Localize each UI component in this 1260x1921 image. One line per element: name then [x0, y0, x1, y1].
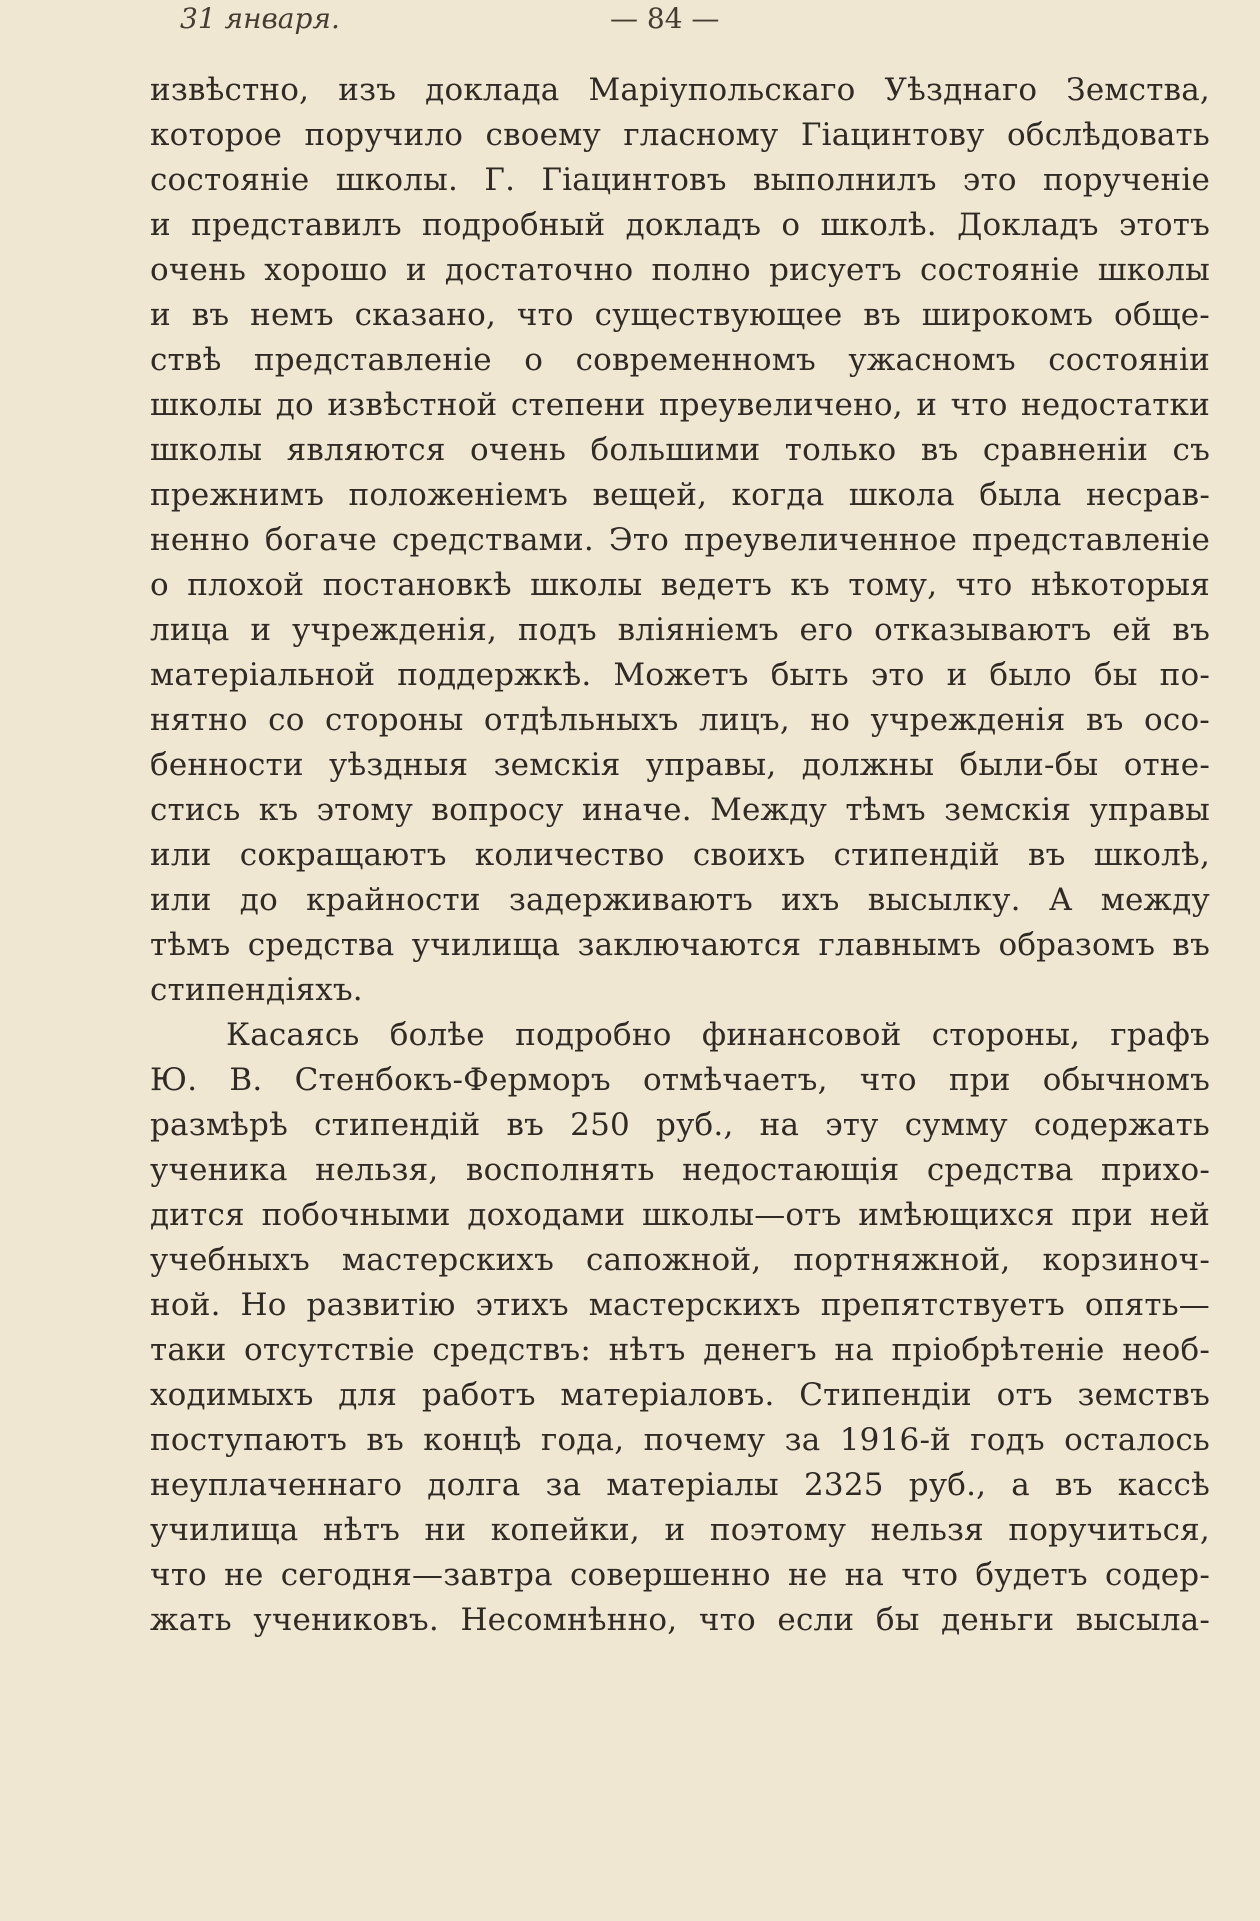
text-line: Ю. В. Стенбокъ-Ферморъ отмѣчаетъ, что при обычномъ [150, 1062, 1210, 1098]
text-line: училища нѣтъ ни копейки, и поэтому нельзя поручиться, [150, 1512, 1210, 1548]
text-line: школы являются очень большими только въ сравненіи съ [150, 432, 1210, 468]
text-line: которое поручило своему гласному Гіацинтову обслѣдовать [150, 117, 1210, 153]
text-line: и представилъ подробный докладъ о школѣ. Докладъ этотъ [150, 207, 1210, 243]
running-head [180, 0, 760, 40]
text-line: стипендіяхъ. [150, 972, 363, 1008]
text-line: тѣмъ средства училища заключаются главнымъ образомъ въ [150, 927, 1210, 963]
text-line: дится побочными доходами школы—отъ имѣющихся при ней [150, 1197, 1210, 1233]
text-line: лица и учрежденія, подъ вліяніемъ его отказываютъ ей въ [150, 612, 1210, 648]
text-line: таки отсутствіе средствъ: нѣтъ денегъ на пріобрѣтеніе необ- [150, 1332, 1210, 1368]
text-line: бенности уѣздныя земскія управы, должны были-бы отне- [150, 747, 1210, 783]
text-line: ученика нельзя, восполнять недостающія средства прихо- [150, 1152, 1210, 1188]
text-line: школы до извѣстной степени преувеличено, и что недостатки [150, 387, 1210, 423]
text-line: состояніе школы. Г. Гіацинтовъ выполнилъ это порученіе [150, 162, 1210, 198]
text-line: поступаютъ въ концѣ года, почему за 1916-й годъ осталось [150, 1422, 1210, 1458]
text-line: ходимыхъ для работъ матеріаловъ. Стипендіи отъ земствъ [150, 1377, 1210, 1413]
text-line: размѣрѣ стипендій въ 250 руб., на эту сумму содержать [150, 1107, 1210, 1143]
text-line: стись къ этому вопросу иначе. Между тѣмъ земскія управы [150, 792, 1210, 828]
running-head-date: 31 января. [180, 2, 340, 35]
text-line: ной. Но развитію этихъ мастерскихъ препятствуетъ опять— [150, 1287, 1210, 1323]
text-line: что не сегодня—завтра совершенно не на что будетъ содер- [150, 1557, 1210, 1593]
text-line: учебныхъ мастерскихъ сапожной, портняжной, корзиноч- [150, 1242, 1210, 1278]
body-text [150, 68, 1210, 1643]
text-line: Касаясь болѣе подробно финансовой стороны, графъ [226, 1017, 1210, 1053]
text-line: и въ немъ сказано, что существующее въ широкомъ обще- [150, 297, 1210, 333]
text-line: извѣстно, изъ доклада Маріупольскаго Уѣзднаго Земства, [150, 72, 1210, 108]
text-line: прежнимъ положеніемъ вещей, когда школа была несрав- [150, 477, 1210, 513]
text-line: неуплаченнаго долга за матеріалы 2325 руб., а въ кассѣ [150, 1467, 1210, 1503]
text-line: матеріальной поддержкѣ. Можетъ быть это и было бы по- [150, 657, 1210, 693]
text-line: или сокращаютъ количество своихъ стипендій въ школѣ, [150, 837, 1210, 873]
text-line: жать учениковъ. Несомнѣнно, что если бы деньги высыла- [150, 1602, 1210, 1638]
text-line: о плохой постановкѣ школы ведетъ къ тому, что нѣкоторыя [150, 567, 1210, 603]
paragraph-1 [150, 68, 1210, 1013]
text-line: или до крайности задерживаютъ ихъ высылку. А между [150, 882, 1210, 918]
text-line: нятно со стороны отдѣльныхъ лицъ, но учрежденія въ осо- [150, 702, 1210, 738]
text-line: очень хорошо и достаточно полно рисуетъ состояніе школы [150, 252, 1210, 288]
paragraph-2 [150, 1013, 1210, 1643]
text-line: ненно богаче средствами. Это преувеличенное представленіе [150, 522, 1210, 558]
text-line: ствѣ представленіе о современномъ ужасномъ состояніи [150, 342, 1210, 378]
page-number: — 84 — [610, 2, 720, 35]
